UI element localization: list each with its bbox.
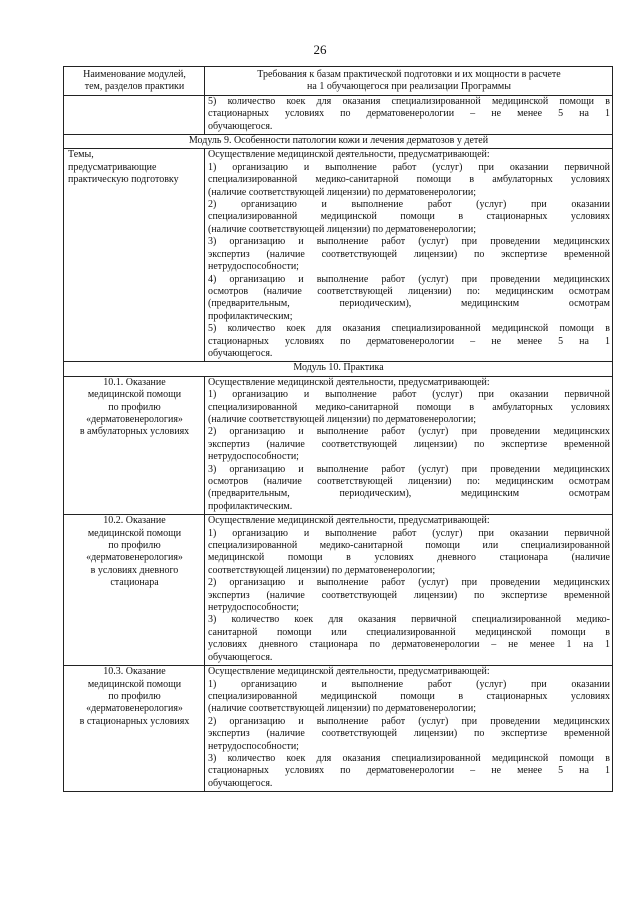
requirements-cell: 5) количество коек для оказания специализированной медицинской помощи в стационарных условиях по дерматовенерологии – не менее 5 на 1 обучающегося. [205, 95, 613, 134]
header-col-modules: Наименование модулей, тем, разделов практики [64, 67, 205, 96]
requirements-table [63, 66, 613, 792]
requirements-cell: Осуществление медицинской деятельности, предусматривающей: 1) организацию и выполнение работ (услуг) при оказании специализированной медицинской помощи в стационарных условиях (наличие соответствующей лицензии) по дерматовенерологии; 2) организацию и выполнение работ (услуг) при проведении медицинских экспертиз (наличие соответствующей лицензии) по экспертизе временной нетрудоспособности; 3) количество коек для оказания специализированной медицинской помощи в стационарных условиях по дерматовенерологии – не менее 5 на 1 обучающегося. [205, 666, 613, 792]
cell-empty [64, 95, 205, 134]
topic-cell: 10.3. Оказание медицинской помощи по профилю «дерматовенерология» в стационарных условиях [64, 666, 205, 792]
module-10-title-row [64, 362, 613, 376]
module-9-title-row [64, 135, 613, 149]
topic-cell: 10.2. Оказание медицинской помощи по профилю «дерматовенерология» в условиях дневного стационара [64, 515, 205, 666]
module-title: Модуль 9. Особенности патологии кожи и лечения дерматозов у детей [64, 135, 613, 149]
topic-cell: Темы, предусматривающие практическую подготовку [64, 149, 205, 362]
requirements-cell: Осуществление медицинской деятельности, предусматривающей: 1) организацию и выполнение работ (услуг) при оказании первичной специализированной медико-санитарной помощи в амбулаторных условиях (наличие соответствующей лицензии) по дерматовенерологии; 2) организацию и выполнение работ (услуг) при оказании специализированной медицинской помощи в стационарных условиях (наличие соответствующей лицензии) по дерматовенерологии; 3) организацию и выполнение работ (услуг) при проведении медицинских экспертиз (наличие соответствующей лицензии) по экспертизе временной нетрудоспособности; 4) организацию и выполнение работ (услуг) при проведении медицинских осмотров (наличие соответствующей лицензии) по: медицинским осмотрам (предварительным, периодическим), медицинским осмотрам профилактическим; 5) количество коек для оказания специализированной медицинской помощи в стационарных условиях по дерматовенерологии – не менее 5 на 1 обучающегося. [205, 149, 613, 362]
table-row-continuation [64, 95, 613, 134]
table-header-row [64, 67, 613, 96]
requirements-cell: Осуществление медицинской деятельности, предусматривающей: 1) организацию и выполнение работ (услуг) при оказании первичной специализированной медико-санитарной помощи или специализированной медицинской помощи в условиях дневного стационара (наличие соответствующей лицензии) по дерматовенерологии; 2) организацию и выполнение работ (услуг) при проведении медицинских экспертиз (наличие соответствующей лицензии) по экспертизе временной нетрудоспособности; 3) количество коек для оказания первичной специализированной медико- санитарной помощи или специализированной медицинской помощи в условиях дневного стационара по дерматовенерологии – не менее 1 на 1 обучающегося. [205, 515, 613, 666]
module-title: Модуль 10. Практика [64, 362, 613, 376]
table-row-10-1 [64, 376, 613, 514]
page-number: 26 [313, 42, 327, 57]
table-row-module-9 [64, 149, 613, 362]
topic-cell: 10.1. Оказание медицинской помощи по профилю «дерматовенерология» в амбулаторных условиях [64, 376, 205, 514]
header-col-requirements: Требования к базам практической подготовки и их мощности в расчете на 1 обучающегося при реализации Программы [205, 67, 613, 96]
requirements-cell: Осуществление медицинской деятельности, предусматривающей: 1) организацию и выполнение работ (услуг) при оказании первичной специализированной медико-санитарной помощи в амбулаторных условиях (наличие соответствующей лицензии) по дерматовенерологии; 2) организацию и выполнение работ (услуг) при проведении медицинских экспертиз (наличие соответствующей лицензии) по экспертизе временной нетрудоспособности; 3) организацию и выполнение работ (услуг) при проведении медицинских осмотров (наличие соответствующей лицензии) по: медицинским осмотрам (предварительным, периодическим), медицинским осмотрам профилактическим. [205, 376, 613, 514]
table-row-10-3 [64, 666, 613, 792]
table-row-10-2 [64, 515, 613, 666]
